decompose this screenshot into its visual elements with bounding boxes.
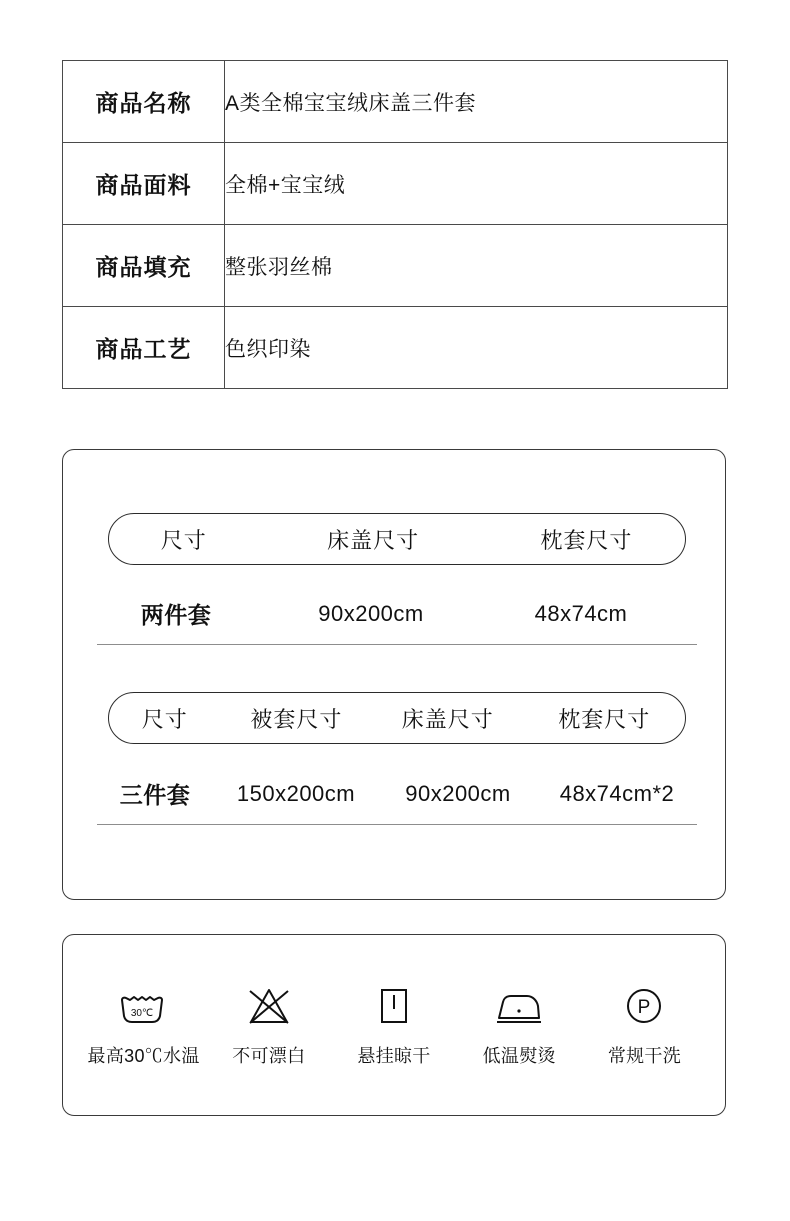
column-header-bedcover: 床盖尺寸 bbox=[327, 527, 420, 553]
spec-label: 商品工艺 bbox=[63, 307, 225, 389]
care-item-dryclean bbox=[582, 982, 707, 1068]
three-piece-data-row bbox=[97, 763, 697, 825]
care-label: 不可漂白 bbox=[232, 1046, 306, 1066]
column-header-pillowcase: 枕套尺寸 bbox=[540, 527, 633, 553]
column-header-size: 尺寸 bbox=[160, 527, 207, 553]
care-label: 常规干洗 bbox=[607, 1046, 682, 1066]
spec-value: 色织印染 bbox=[225, 307, 728, 389]
two-piece-data-row bbox=[97, 583, 697, 645]
column-header-duvetcover: 被套尺寸 bbox=[250, 706, 343, 732]
care-item-iron bbox=[457, 982, 582, 1068]
product-spec-table bbox=[62, 60, 728, 389]
line-dry-square-icon bbox=[372, 982, 416, 1030]
pillowcase-size: 48x74cm bbox=[534, 600, 628, 626]
set-name: 两件套 bbox=[140, 602, 212, 628]
care-label: 低温熨烫 bbox=[482, 1046, 556, 1066]
column-header-size: 尺寸 bbox=[141, 706, 188, 732]
table-row bbox=[63, 143, 728, 225]
set-name: 三件套 bbox=[119, 782, 191, 808]
duvetcover-size: 150x200cm bbox=[236, 780, 356, 806]
care-label: 最高30℃水温 bbox=[87, 1046, 200, 1066]
three-piece-header-pill bbox=[108, 692, 686, 744]
pillowcase-size: 48x74cm*2 bbox=[559, 780, 675, 806]
bedcover-size: 90x200cm bbox=[318, 600, 424, 626]
iron-low-heat-icon bbox=[491, 982, 547, 1030]
dry-clean-p-circle-icon bbox=[622, 982, 666, 1030]
bedcover-size: 90x200cm bbox=[405, 780, 511, 806]
two-piece-header-pill bbox=[108, 513, 686, 565]
wash-temp-text: 30℃ bbox=[130, 1008, 153, 1019]
spec-value: 整张羽丝棉 bbox=[225, 225, 728, 307]
care-item-dry bbox=[331, 982, 456, 1068]
table-row bbox=[63, 61, 728, 143]
size-specification-card bbox=[62, 449, 726, 900]
svg-text:P: P bbox=[638, 997, 651, 1018]
wash-tub-30c-icon bbox=[116, 982, 172, 1030]
care-item-wash bbox=[81, 982, 206, 1068]
table-row bbox=[63, 225, 728, 307]
care-label: 悬挂晾干 bbox=[357, 1046, 431, 1066]
spec-value: A类全棉宝宝绒床盖三件套 bbox=[225, 61, 728, 143]
care-instructions-card bbox=[62, 934, 726, 1116]
care-item-bleach bbox=[206, 982, 331, 1068]
spec-label: 商品填充 bbox=[63, 225, 225, 307]
column-header-bedcover: 床盖尺寸 bbox=[401, 706, 494, 732]
spec-value: 全棉+宝宝绒 bbox=[225, 143, 728, 225]
spec-label: 商品名称 bbox=[63, 61, 225, 143]
table-row bbox=[63, 307, 728, 389]
no-bleach-triangle-icon bbox=[245, 982, 293, 1030]
column-header-pillowcase: 枕套尺寸 bbox=[558, 706, 651, 732]
spec-label: 商品面料 bbox=[63, 143, 225, 225]
